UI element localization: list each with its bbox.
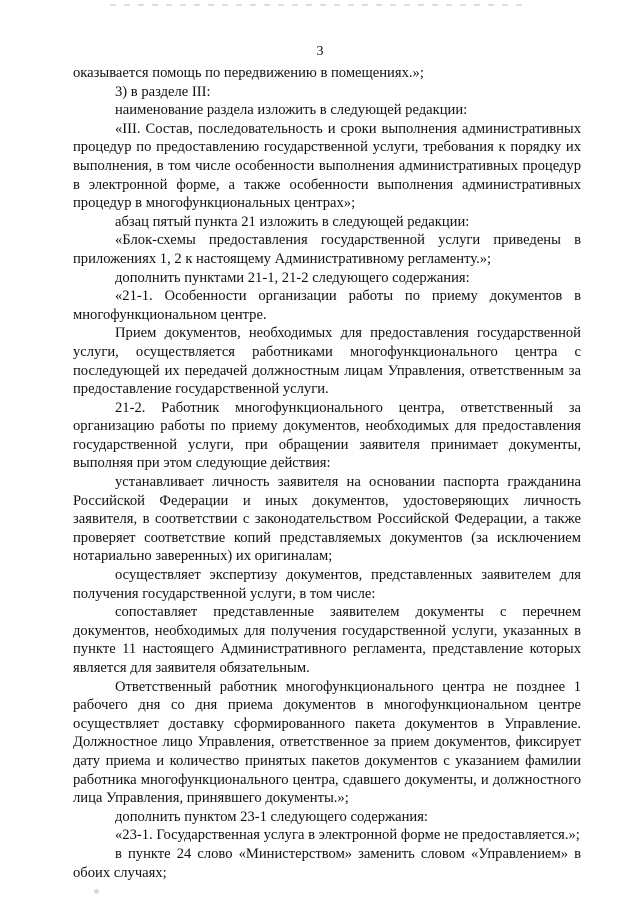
paragraph-15: дополнить пунктом 23-1 следующего содержания: [115,808,428,825]
paragraph-8: «21-1. Особенности организации работы по приему документов в многофункциональном центре. [73,288,581,323]
paragraph-16: «23-1. Государственная услуга в электронной форме не предоставляется.»; [115,827,580,844]
document-body [73,64,581,882]
paragraph-4: «III. Состав, последовательность и сроки выполнения административных процедур по предоставлению государственной услуги, требования к порядку их выполнения, в том числе особенности выполнения административных процедур в электронной форме, а также особенности выполнения административных процедур в многофункциональных центрах»; [73,120,581,212]
paragraph-9: Прием документов, необходимых для предоставления государственной услуги, осуществляется работниками многофункционального центра с последующей их передачей должностным лицам Управления, ответственным за предоставление государственной услуги. [73,325,581,398]
paragraph-1: оказывается помощь по передвижению в помещениях.»; [73,65,424,81]
scan-artifact-header [110,4,530,6]
paragraph-13: сопоставляет представленные заявителем документы с перечнем документов, необходимых для получения государственной услуги, указанных в пункте 11 настоящего Административного регламента, представление которых является для заявителя обязательным. [73,604,581,676]
paragraph-7: дополнить пунктами 21-1, 21-2 следующего содержания: [115,269,470,286]
paragraph-17: в пункте 24 слово «Министерством» заменить словом «Управлением» в обоих случаях; [73,845,581,881]
paragraph-10: 21-2. Работник многофункционального центра, ответственный за организацию работы по приему документов, необходимых для предоставления государственной услуги, при обращении заявителя принимает документы, выполняя при этом следующие действия: [73,399,581,472]
scan-artifact-dot [94,889,99,894]
paragraph-12: осуществляет экспертизу документов, представленных заявителем для получения государственной услуги, в том числе: [73,567,581,602]
paragraph-14: Ответственный работник многофункционального центра не позднее 1 рабочего дня со дня приема документов в многофункциональном центре осуществляет доставку сформированного пакета документов в Управление. Должностное лицо Управления, ответственное за прием документов, фиксирует дату приема и количество принятых пакетов документов с указанием фамилии работника многофункционального центра, сдавшего документы, и должностного лица Управления, принявшего документы.»; [73,678,581,807]
paragraph-2: 3) в разделе III: [115,83,211,100]
paragraph-6: «Блок-схемы предоставления государственной услуги приведены в приложениях 1, 2 к настоящему Административному регламенту.»; [73,232,581,267]
paragraph-5: абзац пятый пункта 21 изложить в следующей редакции: [115,213,470,230]
paragraph-3: наименование раздела изложить в следующей редакции: [115,102,468,119]
paragraph-11: устанавливает личность заявителя на основании паспорта гражданина Российской Федерации и иных документов, удостоверяющих личность заявителя, в соответствии с законодательством Российской Федерации, а также проверяет соответствие копий представляемых документов (за исключением нотариально заверенных) их оригиналам; [73,474,581,565]
page-number: 3 [316,44,324,59]
